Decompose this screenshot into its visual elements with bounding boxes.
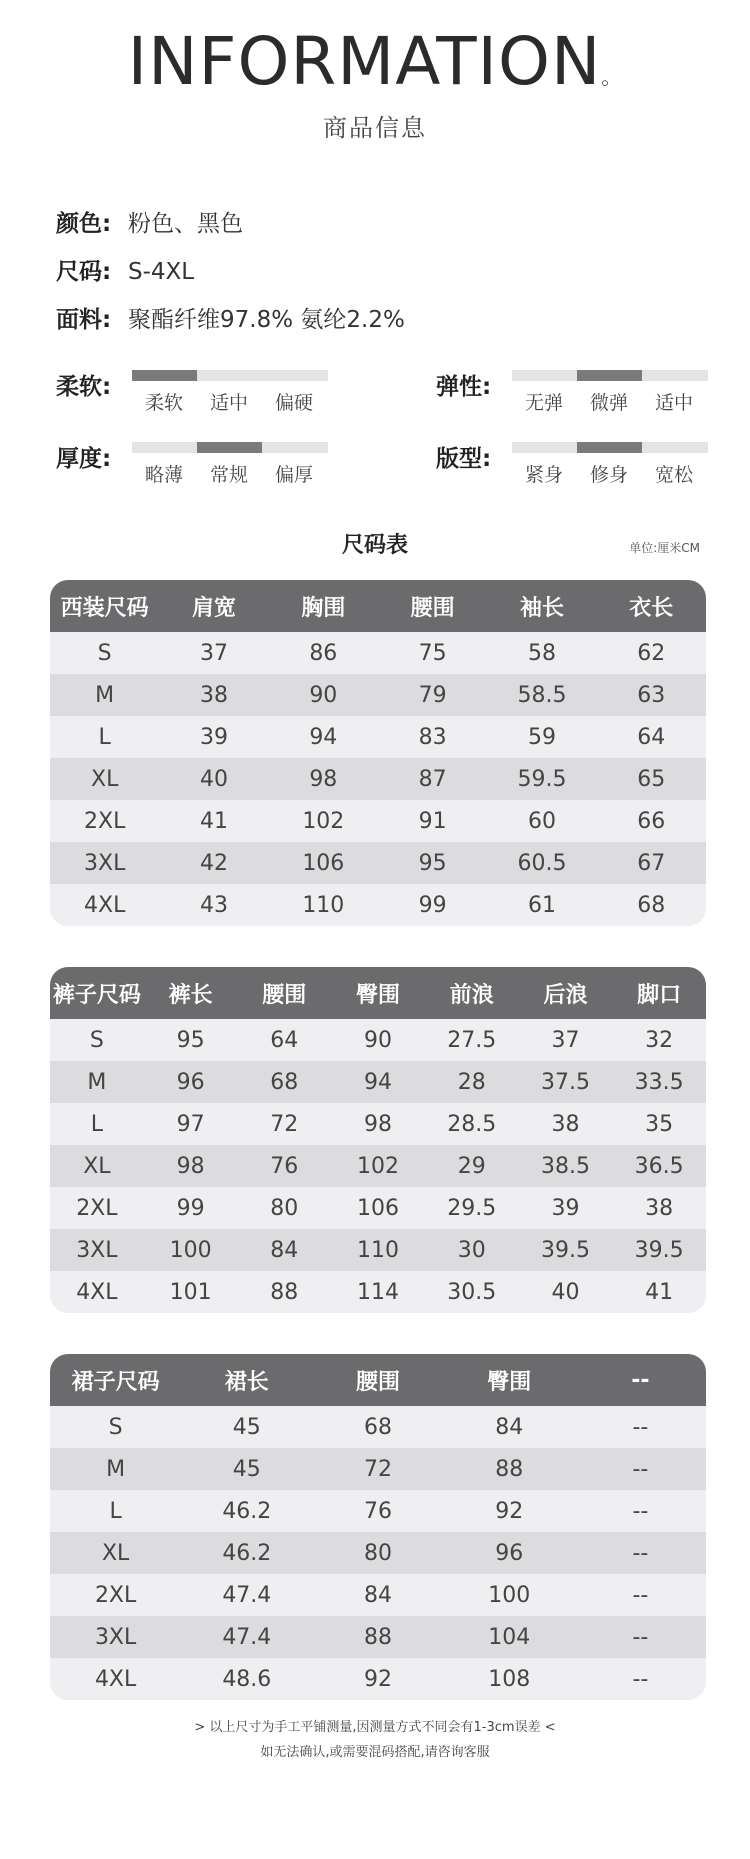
table-cell: 37.5 [540,1069,590,1095]
table-cell: 108 [488,1666,531,1692]
table-header-cell: 裤长 [168,982,213,1008]
scale-thickness-indicator [197,442,262,453]
table-row [50,1574,706,1616]
table-cell: -- [632,1624,649,1650]
table-header-cell: 裙长 [224,1369,269,1395]
table-cell: 3XL [94,1624,137,1650]
table-cell: 38.5 [540,1153,590,1179]
measurement-note: > 以上尺寸为手工平铺测量,因测量方式不同会有1-3cm误差 < [194,1720,556,1735]
scale-softness-track [132,370,328,381]
table-cell: 75 [418,640,447,666]
table-cell: 30.5 [447,1279,497,1305]
table-cell: S [97,640,112,666]
table-header-cell: 衣长 [629,595,674,621]
table-cell: 45 [232,1456,261,1482]
table-cell: 35 [645,1111,674,1137]
table-cell: 33.5 [634,1069,684,1095]
table-cell: M [106,1456,126,1482]
table-cell: 42 [199,850,228,876]
table-cell: 38 [645,1195,674,1221]
table-cell: -- [632,1582,649,1608]
pants-size-table [50,967,706,1313]
table-cell: 90 [364,1027,393,1053]
table-cell: 4XL [94,1666,137,1692]
table-cell: 79 [418,682,447,708]
table-row [50,1406,706,1448]
table-cell: 95 [418,850,447,876]
table-cell: 28 [457,1069,486,1095]
table-cell: 72 [364,1456,392,1482]
table-cell: 110 [302,892,345,918]
table-header-cell: 袖长 [519,595,564,621]
table-row [50,1448,706,1490]
table-cell: 39.5 [540,1237,590,1263]
table-header-cell: 裤子尺码 [52,982,141,1008]
table-header-cell: 臀围 [487,1369,532,1395]
attr-size-value: S-4XL [128,259,195,285]
table-cell: 2XL [76,1195,118,1221]
table-cell: 39 [199,724,228,750]
table-cell: 46.2 [222,1540,272,1566]
table-cell: 37 [199,640,228,666]
table-cell: 87 [418,766,447,792]
table-header-cell: 肩宽 [191,595,236,621]
table-header-cell: 臀围 [356,982,401,1008]
table-cell: 102 [357,1153,400,1179]
table-cell: 95 [176,1027,205,1053]
scale-fit [436,440,736,490]
table-cell: 38 [199,682,228,708]
table-cell: 72 [270,1111,299,1137]
scale-elasticity-track [512,370,708,381]
scale-elasticity-label: 弹性: [436,374,492,400]
table-cell: 88 [364,1624,392,1650]
scale-thickness-track [132,442,328,453]
table-header-row [50,967,706,1019]
table-row [50,1103,706,1145]
table-cell: 68 [364,1414,392,1440]
table-cell: 61 [527,892,556,918]
table-cell: 100 [488,1582,531,1608]
table-cell: XL [101,1540,130,1566]
table-cell: 58 [527,640,556,666]
scale-elasticity [436,368,736,418]
table-row [50,1616,706,1658]
table-cell: 106 [302,850,345,876]
table-cell: L [98,724,111,750]
table-cell: 41 [199,808,228,834]
attr-fabric [56,301,405,334]
scale-softness-option: 柔软 [144,392,183,414]
table-cell: 60.5 [517,850,567,876]
table-cell: M [87,1069,107,1095]
table-cell: 68 [637,892,666,918]
scale-softness-indicator [132,370,197,381]
table-cell: 39 [551,1195,580,1221]
table-cell: S [89,1027,104,1053]
table-header-cell: 前浪 [449,982,494,1008]
table-header-cell: 腰围 [262,982,307,1008]
table-cell: 47.4 [222,1624,272,1650]
table-cell: 27.5 [447,1027,497,1053]
table-header-cell: 脚口 [637,982,682,1008]
table-cell: -- [632,1540,649,1566]
table-cell: 98 [309,766,338,792]
scale-softness-option: 偏硬 [274,392,313,414]
table-cell: 83 [418,724,447,750]
table-cell: M [95,682,115,708]
table-cell: L [109,1498,122,1524]
table-cell: 40 [199,766,228,792]
table-cell: 64 [637,724,666,750]
table-row [50,1145,706,1187]
scale-elasticity-option: 无弹 [524,392,563,414]
scale-elasticity-option: 微弹 [589,392,628,414]
table-cell: 86 [309,640,338,666]
table-cell: 36.5 [634,1153,684,1179]
table-cell: 84 [270,1237,299,1263]
table-cell: 39.5 [634,1237,684,1263]
attr-color-value: 粉色、黑色 [128,211,243,237]
table-cell: XL [91,766,119,792]
table-row [50,758,706,800]
table-header-cell: 胸围 [301,595,346,621]
page-title [0,23,750,113]
attr-color-key: 颜色: [56,211,112,237]
table-cell: 59 [527,724,556,750]
contact-note: 如无法确认,或需要混码搭配,请咨询客服 [260,1745,490,1760]
scale-thickness-option: 常规 [209,464,248,486]
table-cell: 92 [364,1666,392,1692]
scale-softness-option: 适中 [209,392,248,414]
scale-fit-track [512,442,708,453]
table-cell: 104 [488,1624,531,1650]
table-cell: 2XL [84,808,126,834]
scale-fit-option: 宽松 [654,464,693,486]
table-cell: 76 [364,1498,392,1524]
table-cell: 63 [637,682,666,708]
table-row [50,884,706,926]
table-cell: 30 [457,1237,486,1263]
suit-size-table [50,580,706,926]
scale-elasticity-option: 适中 [654,392,693,414]
table-cell: 46.2 [222,1498,272,1524]
table-row [50,674,706,716]
table-row [50,1490,706,1532]
table-row [50,1229,706,1271]
table-cell: 101 [169,1279,212,1305]
table-cell: -- [632,1414,649,1440]
attr-color [56,205,243,238]
table-row [50,1061,706,1103]
scale-thickness-label: 厚度: [56,446,112,472]
table-cell: L [90,1111,103,1137]
table-row [50,716,706,758]
table-header-row [50,1354,706,1406]
table-cell: 90 [309,682,338,708]
table-row [50,1532,706,1574]
table-cell: 106 [357,1195,400,1221]
table-cell: 45 [232,1414,261,1440]
table-header-row [50,580,706,632]
table-cell: 3XL [84,850,126,876]
scale-softness-label: 柔软: [56,374,112,400]
table-cell: 48.6 [222,1666,272,1692]
table-header-cell: 腰围 [356,1369,401,1395]
scale-fit-label: 版型: [436,446,492,472]
table-cell: 3XL [76,1237,118,1263]
scale-thickness-option: 略薄 [144,464,183,486]
table-cell: 60 [527,808,556,834]
table-cell: 94 [364,1069,393,1095]
table-cell: 4XL [76,1279,118,1305]
table-cell: 47.4 [222,1582,272,1608]
table-row [50,1658,706,1700]
table-cell: -- [632,1498,649,1524]
scale-softness [56,368,356,418]
scale-thickness-option: 偏厚 [274,464,313,486]
table-cell: 32 [645,1027,674,1053]
table-cell: 67 [637,850,666,876]
size-chart-title: 尺码表 [341,533,408,558]
table-cell: XL [83,1153,111,1179]
table-cell: 99 [176,1195,205,1221]
table-cell: 80 [270,1195,299,1221]
table-row [50,1271,706,1313]
table-cell: S [108,1414,123,1440]
scale-fit-option: 修身 [589,464,628,486]
table-cell: 29 [457,1153,486,1179]
page-subtitle: 商品信息 [323,114,427,142]
table-row [50,1019,706,1061]
table-row [50,632,706,674]
table-cell: 28.5 [447,1111,497,1137]
table-cell: 29.5 [447,1195,497,1221]
table-cell: 94 [309,724,338,750]
table-cell: 100 [169,1237,212,1263]
table-cell: -- [632,1666,649,1692]
table-row [50,800,706,842]
scale-fit-indicator [577,442,642,453]
table-cell: 66 [637,808,666,834]
table-cell: 41 [645,1279,674,1305]
table-cell: 102 [302,808,345,834]
table-cell: 4XL [84,892,126,918]
scale-elasticity-indicator [577,370,642,381]
table-cell: 110 [357,1237,400,1263]
table-header-cell: 腰围 [410,595,455,621]
scale-thickness [56,440,356,490]
table-cell: 65 [637,766,666,792]
table-cell: 76 [270,1153,299,1179]
table-cell: 40 [551,1279,580,1305]
table-row [50,842,706,884]
size-chart-unit: 单位:厘米CM [629,541,700,555]
table-cell: 62 [637,640,666,666]
table-cell: 68 [270,1069,299,1095]
table-cell: -- [632,1456,649,1482]
attr-fabric-value: 聚酯纤维97.8% 氨纶2.2% [128,307,405,333]
table-cell: 92 [495,1498,524,1524]
table-cell: 88 [495,1456,524,1482]
table-cell: 99 [418,892,447,918]
table-cell: 84 [495,1414,524,1440]
table-cell: 59.5 [517,766,567,792]
attr-size [56,253,194,286]
table-row [50,1187,706,1229]
table-cell: 43 [199,892,228,918]
table-cell: 2XL [94,1582,137,1608]
title-text: INFORMATION [127,23,602,100]
table-cell: 37 [551,1027,580,1053]
table-cell: 91 [418,808,447,834]
skirt-size-table [50,1354,706,1700]
table-header-cell: 裙子尺码 [71,1369,160,1395]
table-cell: 114 [357,1279,400,1305]
table-cell: 97 [176,1111,205,1137]
table-cell: 64 [270,1027,299,1053]
table-cell: 58.5 [517,682,567,708]
table-header-cell: 西装尺码 [60,595,149,621]
table-cell: 98 [364,1111,393,1137]
table-cell: 98 [176,1153,205,1179]
table-header-cell: 后浪 [543,982,588,1008]
table-header-cell: -- [631,1367,650,1393]
title-dot: 。 [601,65,623,89]
table-cell: 88 [270,1279,299,1305]
table-cell: 96 [495,1540,524,1566]
table-cell: 96 [176,1069,205,1095]
table-cell: 84 [364,1582,392,1608]
table-cell: 80 [364,1540,392,1566]
table-cell: 38 [551,1111,580,1137]
attr-size-key: 尺码: [56,259,112,285]
attr-fabric-key: 面料: [56,307,112,333]
scale-fit-option: 紧身 [524,464,563,486]
